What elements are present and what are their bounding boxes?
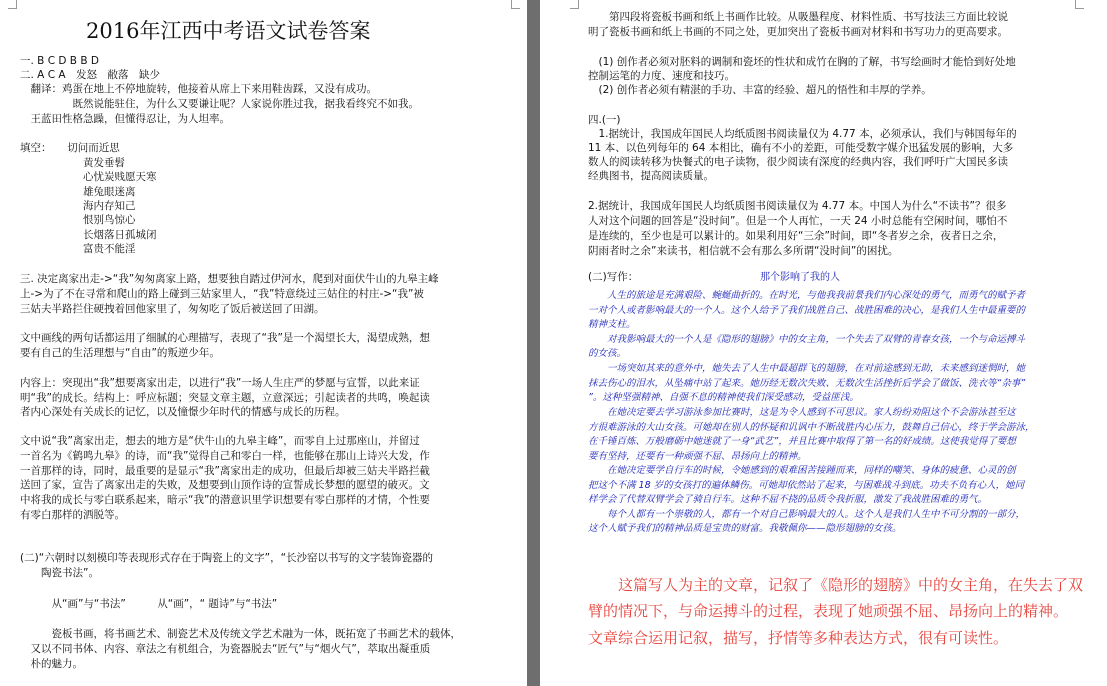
text-line: 人对这个问题的回答是“没时间”。但是一个人再忙，一天 24 小时总能有空闲时间，哪怕不: [588, 215, 1008, 227]
essay-line: 在她决定要去学习游泳参加比赛时，这是为令人感到不可思议。家人纷纷劝阻这个不会游泳甚至这: [588, 407, 1016, 418]
essay-line: 人生的旅途是充满艰险、蜿蜒曲折的。在时光，与他我我前景我们内心深处的勇气，而勇气的赋予者: [588, 290, 1026, 301]
essay-title: 那个影响了我的人: [760, 272, 840, 283]
text-line: 文中画线的两句话都运用了细腻的心理描写，表现了“我”是一个渴望长大，渴望成熟，想: [20, 332, 430, 344]
comment-line: 这篇写人为主的文章，记叙了《隐形的翅膀》中的女主角，在失去了双: [588, 576, 1084, 594]
text-line: 控制运笔的力度、速度和技巧。: [588, 70, 735, 82]
text-line: 富贵不能淫: [20, 243, 136, 255]
essay-line: 每个人都有一个崇敬的人，都有一个对自己影响最大的人。这个人是我们人生中不可分割的一部分，: [588, 509, 1026, 520]
essay-line: 把这个不满 18 岁的女孩打的遍体鳞伤。可她却依然站了起来，与困难战斗到底。功夫不负有心人，她同: [588, 480, 1025, 491]
essay-line: ”。这种坚强精神、自强不息的精神使我们深受感动，受益匪浅。: [588, 392, 859, 403]
text-line: 是连续的，至少也是可以累计的。如果利用好“三余”时间，即“冬者岁之余，夜者日之余，: [588, 230, 1004, 242]
text-line: 海内存知己: [20, 200, 136, 212]
essay-line: 精神支柱。: [588, 319, 636, 330]
essay-line: 一场突如其来的意外中，她失去了人生中最超群飞的翅膀，在对前途感到无助，未来感到迷惘时，她: [588, 363, 1026, 374]
text-line: 朴的魅力。: [20, 658, 83, 670]
text-line: 四.(一): [588, 114, 621, 126]
text-line: 明了瓷板书画和纸上书画的不同之处，更加突出了瓷板书画对材料和书写功力的更高要求。: [588, 26, 1008, 38]
text-line: 第四段将瓷板书画和纸上书画作比较。从吸墨程度、材料性质、书写技法三方面比较说: [588, 11, 1008, 23]
text-line: 一. B C D B B D: [20, 55, 99, 67]
essay-line: 样学会了代替双臂学会了骑自行车。这种不屈不挠的品质令我折服，激发了我战胜困难的勇气。: [588, 494, 988, 505]
essay-line: 要有坚持，还要有一种顽强不屈、昂扬向上的精神。: [588, 451, 807, 462]
text-line: 黄发垂髫: [20, 157, 125, 169]
text-line: 2.据统计，我国成年国民人均纸质图书阅读量仅为 4.77 本。中国人为什么“不读书”？很多: [588, 200, 1007, 212]
text-line: 既然说能驻住，为什么又要谦让呢？人家说你胜过我，据我看终究不如我。: [20, 98, 419, 110]
text-line: 填空： 切问而近思: [20, 142, 120, 154]
text-line: 中将我的成长与零白联系起来，暗示“我”的潜意识里学识想要有零白那样的才情，个性要: [20, 494, 430, 506]
essay-line: 对我影响最大的一个人是《隐形的翅膀》中的女主角，一个失去了双臂的青春女孩，一个与命运搏斗: [588, 334, 1026, 345]
text-line: 11 本、以色列每年的 64 本相比，确有不小的差距，可能受数字媒介迅猛发展的影响，大多: [588, 142, 1014, 154]
margin-corner-mark: [8, 0, 17, 9]
text-line: 内容上：突现出“我”想要离家出走，以进行“我”一场人生庄严的梦愿与宣誓，以此来证: [20, 377, 420, 389]
text-line: 瓷板书画，将书画艺术、制瓷艺术及传统文学艺术融为一体，既拓宽了书画艺术的载体，: [20, 628, 461, 640]
text-line: 要有自己的生活理想与“自由”的叛逆少年。: [20, 347, 220, 359]
text-line: 1.据统计，我国成年国民人均纸质图书阅读量仅为 4.77 本，必须承认，我们与韩国每年的: [588, 128, 1017, 140]
essay-line: 的女孩。: [588, 348, 627, 359]
text-line: 王蓝田性格急躁，但懂得忍让，为人坦率。: [20, 113, 230, 125]
margin-corner-mark: [1075, 0, 1084, 9]
text-line: 心忧炭贱愿天寒: [20, 171, 157, 183]
text-line: 从“画”与“书法” 从“画”，“ 题诗”与“书法”: [20, 598, 278, 610]
document-page-right: [540, 0, 1107, 686]
text-line: 三. 决定离家出走->“我”匆匆离家上路，想要独自踏过伊河水，爬到对面伏牛山的九皋主峰: [20, 273, 439, 285]
essay-line: 抹去伤心的泪水，从坠痛中站了起来。她历经无数次失败、无数次生活挫折后学会了做饭、洗衣等“杂事”: [588, 378, 1026, 389]
text-line: 阴雨者时之余”来读书，相信就不会有那么多所谓“没时间”的困扰。: [588, 245, 899, 257]
text-line: 一首名为《鹤鸣九皋》的诗，而“我”觉得自己和零白一样，也能够在那山上诗兴大发，作: [20, 450, 430, 462]
comment-line: 文章综合运用记叙，描写，抒情等多种表达方式，很有可读性。: [588, 629, 1009, 647]
text-line: 翻译：鸡蛋在地上不停地旋转，他接着从席上下来用鞋齿踩，又没有成功。: [20, 83, 377, 95]
essay-line: 一对个人或者影响最大的一个人。这个人给予了我们战胜自己、战胜困难的决心，是我们人生中最重要的: [588, 305, 1026, 316]
text-line: 又以不同书体、内容、章法之有机组合，为瓷器脱去“匠气”与“烟火气”，萃取出凝重质: [20, 643, 431, 655]
text-line: (1) 创作者必须对胚料的调制和瓷坯的性状和成竹在胸的了解，书写绘画时才能恰到好处地: [588, 56, 1016, 68]
comment-line: 臂的情况下，与命运搏斗的过程，表现了她顽强不屈、昂扬向上的精神。: [588, 602, 1069, 620]
text-line: 者内心深处有关成长的记忆，以及憧憬少年时代的情感与成长的历程。: [20, 406, 346, 418]
essay-line: 在她决定要学自行车的时候，令她感到的艰难困苦接踵而来，同样的嘲笑、身体的疲惫、心灵的创: [588, 465, 1016, 476]
document-page-left: [0, 0, 527, 686]
text-line: 文中说“我”离家出走，想去的地方是“伏牛山的九皋主峰”，而零自上过那座山，并留过: [20, 435, 420, 447]
text-line: 陶瓷书法”。: [20, 567, 99, 579]
margin-corner-mark: [511, 0, 520, 9]
text-line: 明“我”的成长。结构上：呼应标题；突显文章主题，立意深远；引起读者的共鸣，唤起读: [20, 392, 430, 404]
text-line: 有零白那样的洒脱等。: [20, 509, 125, 521]
text-line: 三姑夫半路拦住硬拽着回他家里了，匆匆吃了饭后被送回了田湖。: [20, 303, 325, 315]
text-line: (二)写作：: [588, 271, 639, 283]
text-line: 送回了家，宣告了离家出走的失败，及想要到山顶作诗的宣誓成长梦想的愿望的破灭。文: [20, 479, 430, 491]
text-line: 一首那样的诗，同时，最重要的是显示“我”离家出走的成功，但最后却被三姑夫半路拦截: [20, 465, 430, 477]
essay-line: 在千锤百炼、万般磨砺中她迷就了一身“武艺”，并且比赛中取得了第一名的好成绩。这使我觉得了要想: [588, 436, 1016, 447]
text-line: 恨别鸟惊心: [20, 214, 136, 226]
document-title: 2016年江西中考语文试卷答案: [86, 19, 371, 43]
text-line: 经典图书，提高阅读质量。: [588, 170, 714, 182]
margin-corner-mark: [570, 0, 579, 9]
essay-line: 这个人赋予我们的精神品质是宝贵的财富。我敬佩你——隐形翅膀的女孩。: [588, 523, 902, 534]
text-line: (2) 创作者必须有精湛的手功、丰富的经验、超凡的悟性和丰厚的学养。: [588, 84, 932, 96]
text-line: 雄兔眼迷离: [20, 186, 136, 198]
text-line: 长烟落日孤城闭: [20, 229, 157, 241]
text-line: 数人的阅读转移为快餐式的电子读物，很少阅读有深度的经典内容，我们呼吁广大国民多读: [588, 156, 1008, 168]
text-line: (二)“六朝时以刻模印等表现形式存在于陶瓷上的文字”，“长沙窑以书写的文字装饰瓷器的: [20, 552, 434, 564]
text-line: 上->为了不在寻常和爬山的路上碰到三姑家里人，“我”特意绕过三姑住的村庄->“我”被: [20, 288, 424, 300]
text-line: 二. A C A 发怒 敝落 缺少: [20, 69, 161, 81]
essay-line: 方很难游泳的大山女孩。可她却在别人的怀疑和讥讽中不断战胜内心压力，鼓舞自己信心，终于学会游泳，: [588, 422, 1035, 433]
